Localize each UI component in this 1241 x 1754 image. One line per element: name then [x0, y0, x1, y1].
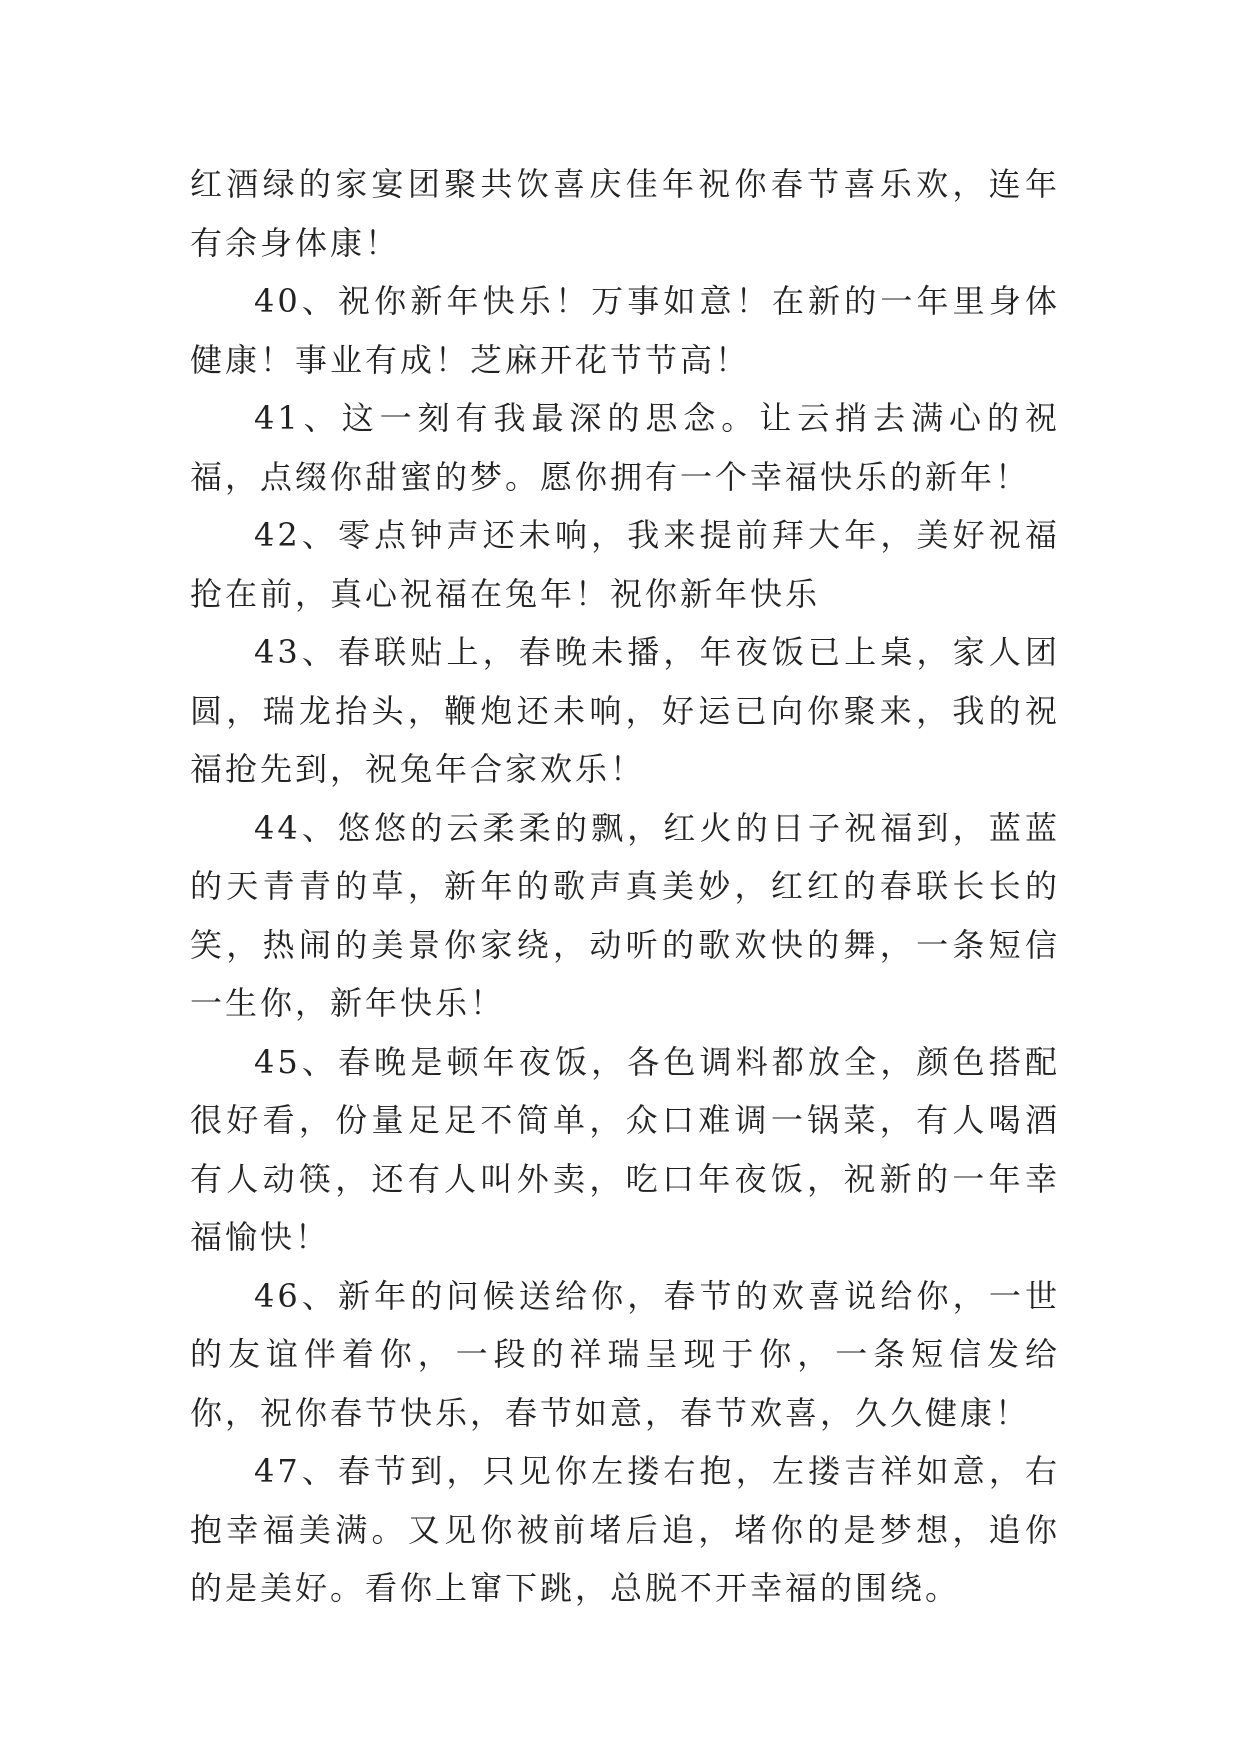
document-body	[190, 155, 1060, 1618]
paragraph-41: 41、这一刻有我最深的思念。让云捎去满心的祝福，点缀你甜蜜的梦。愿你拥有一个幸福快乐的新年！	[190, 399, 1060, 496]
paragraph-46: 46、新年的问候送给你，春节的欢喜说给你，一世的友谊伴着你，一段的祥瑞呈现于你，一条短信发给你，祝你春节快乐，春节如意，春节欢喜，久久健康！	[190, 1276, 1060, 1432]
paragraph-45: 45、春晚是顿年夜饭，各色调料都放全，颜色搭配很好看，份量足足不简单，众口难调一锅菜，有人喝酒有人动筷，还有人叫外卖，吃口年夜饭，祝新的一年幸福愉快！	[190, 1042, 1060, 1256]
paragraph-43: 43、春联贴上，春晚未播，年夜饭已上桌，家人团圆，瑞龙抬头，鞭炮还未响，好运已向你聚来，我的祝福抢先到，祝兔年合家欢乐！	[190, 633, 1060, 788]
paragraph-42: 42、零点钟声还未响，我来提前拜大年，美好祝福抢在前，真心祝福在兔年！祝你新年快乐	[190, 516, 1060, 613]
paragraph-47: 47、春节到，只见你左搂右抱，左搂吉祥如意，右抱幸福美满。又见你被前堵后追，堵你的是梦想，追你的是美好。看你上窜下跳，总脱不开幸福的围绕。	[190, 1452, 1060, 1607]
paragraph-40: 40、祝你新年快乐！万事如意！在新的一年里身体健康！事业有成！芝麻开花节节高！	[190, 282, 1060, 379]
paragraph-39-continuation: 红酒绿的家宴团聚共饮喜庆佳年祝你春节喜乐欢，连年有余身体康！	[190, 165, 1060, 262]
paragraph-44: 44、悠悠的云柔柔的飘，红火的日子祝福到，蓝蓝的天青青的草，新年的歌声真美妙，红红的春联长长的笑，热闹的美景你家绕，动听的歌欢快的舞，一条短信一生你，新年快乐！	[190, 808, 1060, 1022]
